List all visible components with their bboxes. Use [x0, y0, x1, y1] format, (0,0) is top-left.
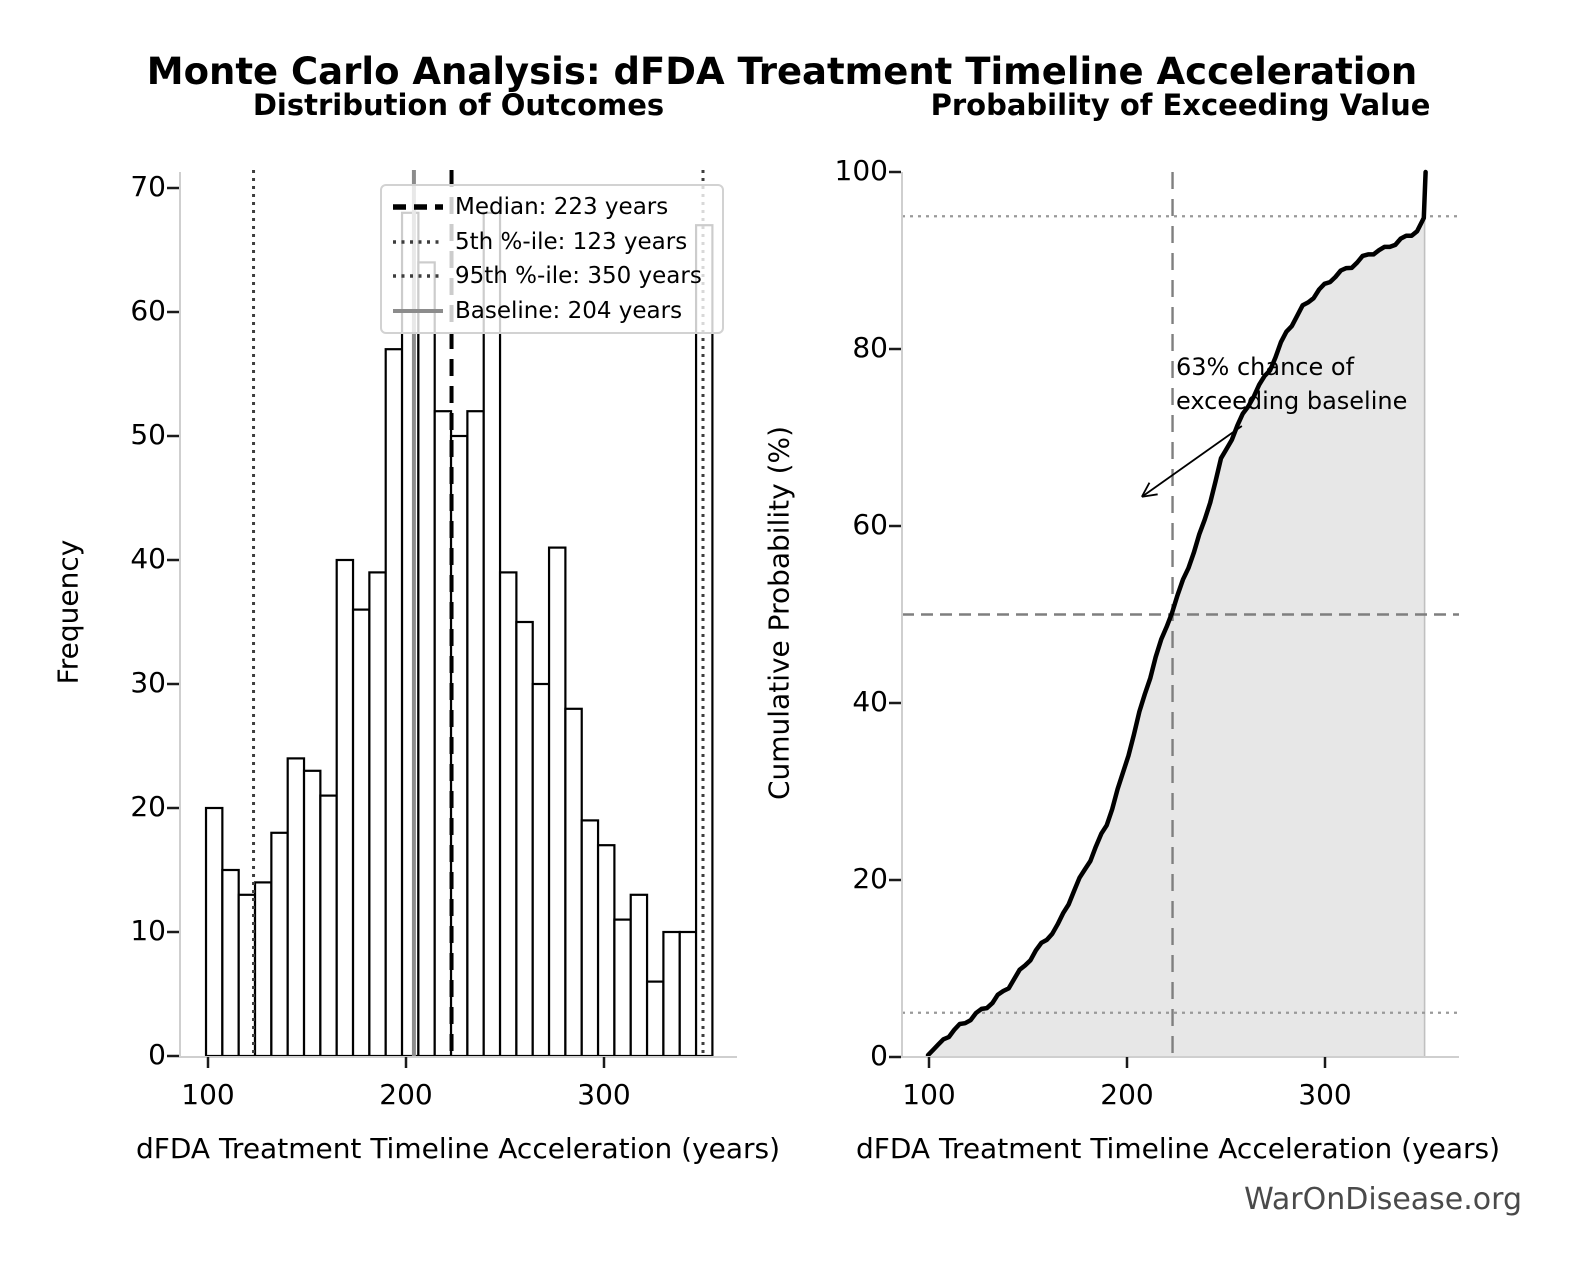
histogram-bar — [565, 709, 581, 1056]
legend — [380, 184, 724, 334]
histogram-bar — [222, 870, 238, 1056]
annotation-line-2: exceeding baseline — [1176, 387, 1408, 415]
right-y-tick-label: 20 — [852, 862, 888, 895]
legend-label: Median: 223 years — [455, 194, 669, 221]
histogram-bar — [320, 796, 336, 1056]
main-title: Monte Carlo Analysis: dFDA Treatment Timeline Acceleration — [146, 50, 1418, 93]
histogram-bar — [239, 895, 255, 1056]
left-y-tick-label: 10 — [130, 914, 166, 947]
histogram-bar — [614, 920, 630, 1056]
histogram-bar — [271, 833, 287, 1056]
cdf-fill-area — [928, 218, 1425, 1057]
histogram-bar — [337, 560, 353, 1056]
left-y-tick-label: 40 — [130, 542, 166, 575]
histogram-bar — [304, 771, 320, 1056]
histogram-bar — [647, 982, 663, 1056]
right-y-tick-label: 100 — [834, 154, 888, 187]
histogram-bar — [598, 845, 614, 1056]
histogram-bar — [418, 262, 434, 1056]
histogram-bar — [288, 758, 304, 1056]
histogram-bar — [467, 411, 483, 1056]
right-y-tick-label: 0 — [870, 1039, 888, 1072]
legend-label: 5th %-ile: 123 years — [455, 228, 688, 255]
right-y-axis-label: Cumulative Probability (%) — [762, 425, 796, 801]
histogram-bar — [435, 411, 451, 1056]
histogram-bar — [663, 932, 679, 1056]
legend-row — [392, 298, 712, 324]
histogram-bar — [500, 572, 516, 1056]
right-x-tick-label: 300 — [1298, 1078, 1352, 1111]
right-chart-title: Probability of Exceeding Value — [930, 88, 1431, 122]
histogram-bar — [484, 213, 500, 1056]
histogram-bar — [369, 572, 385, 1056]
dashed-line-swatch-icon — [392, 201, 444, 213]
histogram-bar — [582, 820, 598, 1056]
right-x-tick-label: 100 — [902, 1078, 956, 1111]
watermark: WarOnDisease.org — [1244, 1182, 1522, 1217]
left-x-tick-label: 200 — [379, 1078, 433, 1111]
legend-row — [392, 194, 712, 220]
right-x-axis-label: dFDA Treatment Timeline Acceleration (years) — [855, 1132, 1501, 1165]
left-y-tick-label: 30 — [130, 666, 166, 699]
histogram-bar — [353, 610, 369, 1056]
right-y-tick-label: 80 — [852, 331, 888, 364]
left-y-tick-label: 60 — [130, 294, 166, 327]
left-y-tick-label: 0 — [148, 1038, 166, 1071]
legend-row — [392, 229, 712, 255]
histogram-bar — [255, 882, 271, 1056]
histogram-bar — [386, 349, 402, 1056]
left-y-tick-label: 20 — [130, 790, 166, 823]
left-chart-title: Distribution of Outcomes — [252, 88, 665, 122]
left-y-tick-label: 50 — [130, 418, 166, 451]
dotted-line-swatch-icon — [392, 270, 444, 282]
right-y-tick-label: 60 — [852, 508, 888, 541]
left-y-tick-label: 70 — [130, 170, 166, 203]
histogram-bar — [549, 548, 565, 1056]
left-x-tick-label: 300 — [577, 1078, 631, 1111]
histogram-bar — [631, 895, 647, 1056]
left-y-axis-label: Frequency — [51, 539, 85, 685]
legend-row — [392, 263, 712, 289]
annotation-line-1: 63% chance of — [1176, 353, 1355, 381]
histogram-bar — [206, 808, 222, 1056]
legend-label: 95th %-ile: 350 years — [455, 263, 702, 290]
histogram-bar — [516, 622, 532, 1056]
annotation-text — [1176, 350, 1407, 418]
histogram-bar — [402, 213, 418, 1056]
left-x-axis-label: dFDA Treatment Timeline Acceleration (years) — [135, 1132, 781, 1165]
histogram-bar — [533, 684, 549, 1056]
left-x-tick-label: 100 — [181, 1078, 235, 1111]
histogram-bar — [680, 932, 696, 1056]
dotted-line-swatch-icon — [392, 236, 444, 248]
right-x-tick-label: 200 — [1100, 1078, 1154, 1111]
legend-label: Baseline: 204 years — [455, 297, 683, 324]
solid-line-swatch-icon — [392, 305, 444, 317]
right-y-tick-label: 40 — [852, 685, 888, 718]
